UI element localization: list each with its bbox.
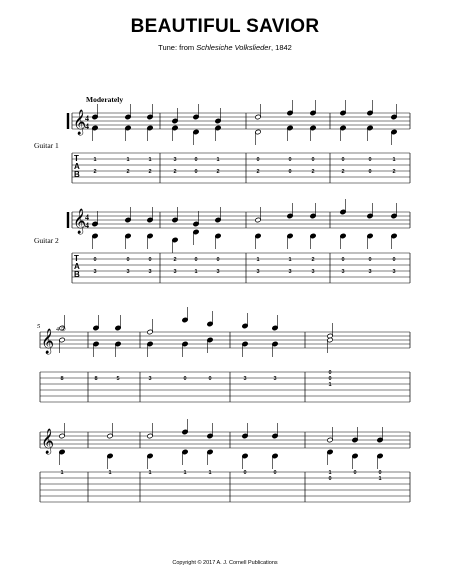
tab-number: 3 — [148, 376, 152, 382]
tab-number: 3 — [93, 269, 97, 275]
tab-number: 0 — [392, 257, 396, 263]
tab-number: 1 — [208, 470, 212, 476]
tab-number: 0 — [328, 370, 332, 376]
tab-clef-letter: B — [74, 270, 80, 279]
tab-number: 3 — [173, 157, 177, 163]
tab-number: 0 — [243, 470, 247, 476]
tab-number: 2 — [392, 169, 396, 175]
subtitle-source: Schlesiche Volkslieder — [196, 43, 271, 52]
time-signature-top: 4 — [85, 213, 89, 222]
tab-number: 0 — [93, 257, 97, 263]
tab-number: 0 — [378, 470, 382, 476]
tab-clef-letter: A — [74, 262, 80, 271]
tab-number: 3 — [173, 269, 177, 275]
tab-number: 0 — [368, 257, 372, 263]
tab-number: 1 — [148, 470, 152, 476]
tab-number: 0 — [216, 257, 220, 263]
tab-number: 0 — [353, 470, 357, 476]
tab-clef-letter: B — [74, 170, 80, 179]
tab-number: 1 — [126, 157, 130, 163]
tab-number: 0 — [368, 169, 372, 175]
tab-number: 0 — [328, 376, 332, 382]
tab-number: 0 — [368, 157, 372, 163]
instrument-label-guitar-2: Guitar 2 — [34, 236, 59, 245]
string-indication: 4 ② — [56, 327, 66, 333]
tab-number: 8 — [60, 376, 64, 382]
tab-number: 3 — [392, 269, 396, 275]
song-title: BEAUTIFUL SAVIOR — [130, 16, 320, 37]
tab-number: 0 — [341, 257, 345, 263]
treble-clef-icon: 𝄞 — [73, 110, 87, 135]
tab-number: 1 — [93, 157, 97, 163]
tab-number: 0 — [183, 376, 187, 382]
tab-number: 0 — [288, 157, 292, 163]
subtitle-prefix: Tune: from — [158, 43, 197, 52]
treble-clef-icon: 𝄞 — [73, 209, 87, 234]
copyright-notice: Copyright © 2017 A. J. Cornell Publications — [172, 560, 278, 566]
tab-number: 1 — [256, 257, 260, 263]
tab-number: 0 — [148, 257, 152, 263]
tab-number: 1 — [216, 157, 220, 163]
tab-number: 2 — [311, 169, 315, 175]
tab-number: 2 — [148, 169, 152, 175]
tab-number: 0 — [256, 157, 260, 163]
tab-number: 0 — [288, 169, 292, 175]
tab-number: 3 — [126, 269, 130, 275]
tab-number: 2 — [341, 169, 345, 175]
tab-number: 1 — [328, 470, 332, 476]
tab-number: 3 — [368, 269, 372, 275]
tab-number: 5 — [116, 376, 120, 382]
tab-number: 2 — [173, 257, 177, 263]
subtitle-year: , 1842 — [270, 43, 292, 52]
tab-number: 1 — [148, 157, 152, 163]
measure-number: 5 — [37, 323, 41, 330]
tab-number: 0 — [273, 470, 277, 476]
tab-number: 1 — [60, 470, 64, 476]
tab-number: 1 — [288, 257, 292, 263]
time-signature-bottom: 4 — [85, 122, 89, 131]
tab-number: 0 — [311, 157, 315, 163]
time-signature-bottom: 4 — [85, 221, 89, 230]
treble-clef-icon: 𝄞 — [41, 429, 55, 454]
tab-number: 1 — [378, 476, 382, 482]
tab-number: 0 — [328, 476, 332, 482]
tab-clef-letter: A — [74, 162, 80, 171]
tab-number: 3 — [311, 269, 315, 275]
tab-number: 0 — [126, 257, 130, 263]
tempo-marking: Moderately — [86, 95, 124, 104]
tab-number: 0 — [194, 257, 198, 263]
tab-number: 3 — [288, 269, 292, 275]
tab-number: 1 — [108, 470, 112, 476]
tab-number: 2 — [93, 169, 97, 175]
notes — [59, 100, 397, 469]
tab-number: 0 — [208, 376, 212, 382]
tab-number: 3 — [256, 269, 260, 275]
tab-number: 0 — [194, 169, 198, 175]
tab-number: 3 — [216, 269, 220, 275]
tab-number: 3 — [341, 269, 345, 275]
time-signature-top: 4 — [85, 114, 89, 123]
tab-number: 3 — [243, 376, 247, 382]
tab-number: 2 — [126, 169, 130, 175]
tab-number: 2 — [216, 169, 220, 175]
tab-number: 3 — [148, 269, 152, 275]
tab-number: 0 — [194, 157, 198, 163]
tab-clef-letter: T — [74, 154, 79, 163]
tab-number: 2 — [173, 169, 177, 175]
instrument-label-guitar-1: Guitar 1 — [34, 141, 59, 150]
tab-number: 1 — [183, 470, 187, 476]
treble-clef-icon: 𝄞 — [41, 329, 55, 354]
tab-number: 2 — [311, 257, 315, 263]
tab-number: 0 — [341, 157, 345, 163]
tab-number: 3 — [273, 376, 277, 382]
tab-number: 2 — [256, 169, 260, 175]
tab-number: 1 — [194, 269, 198, 275]
tab-number: 1 — [328, 382, 332, 388]
tab-clef-letter: T — [74, 254, 79, 263]
tab-number: 1 — [392, 157, 396, 163]
tab-number: 8 — [94, 376, 98, 382]
